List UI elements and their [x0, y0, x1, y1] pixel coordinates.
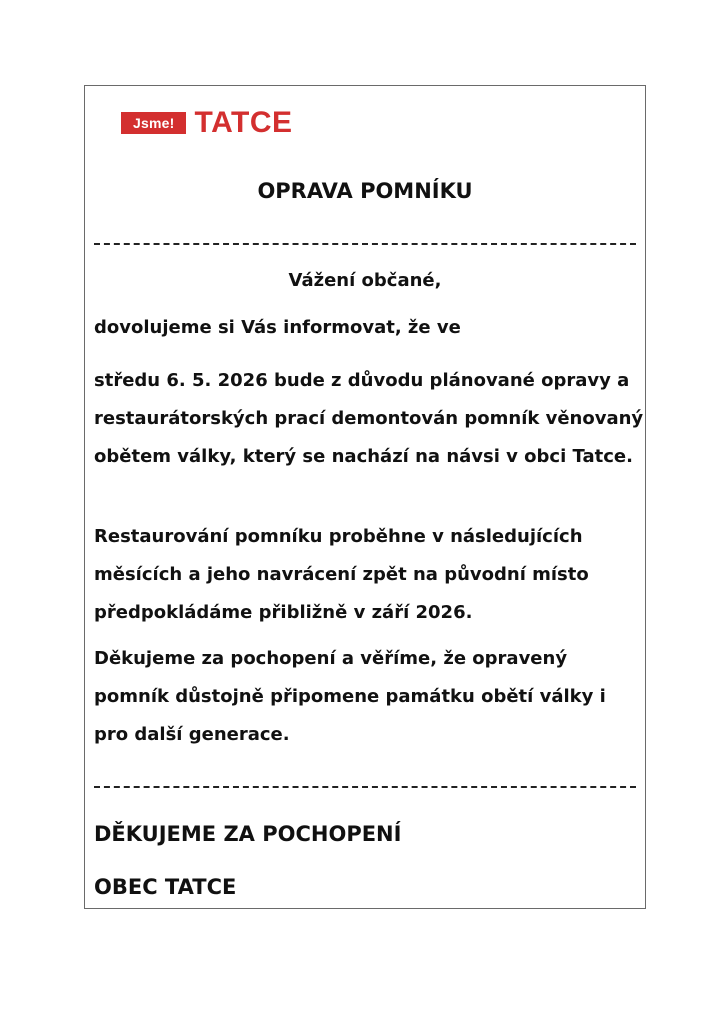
logo-badge: Jsme! [121, 112, 186, 134]
dashed-divider-bottom [94, 786, 636, 788]
paragraph-thanks: Děkujeme za pochopení a věříme, že opravený pomník důstojně připomene památku obětí války i pro další generace. [94, 648, 606, 745]
dashed-divider-top [94, 243, 636, 245]
signature: OBEC TATCE [94, 875, 237, 899]
paragraph-dismantling: středu 6. 5. 2026 bude z důvodu plánované opravy a restaurátorských prací demontován pomník věnovaný obětem války, který se nachází na návsi v obci Tatce. [94, 370, 644, 467]
paragraph-intro: dovolujeme si Vás informovat, že ve [94, 317, 461, 338]
greeting: Vážení občané, [288, 270, 442, 291]
notice-title: OPRAVA POMNÍKU [257, 179, 473, 203]
closing-thanks: DĚKUJEME ZA POCHOPENÍ [94, 822, 402, 846]
logo-wordmark: TATCE [194, 106, 293, 139]
logo [121, 108, 293, 138]
paragraph-restoration: Restaurování pomníku proběhne v následujících měsících a jeho navrácení zpět na původní místo předpokládáme přibližně v září 2026. [94, 526, 589, 623]
notice-sheet [84, 85, 646, 909]
